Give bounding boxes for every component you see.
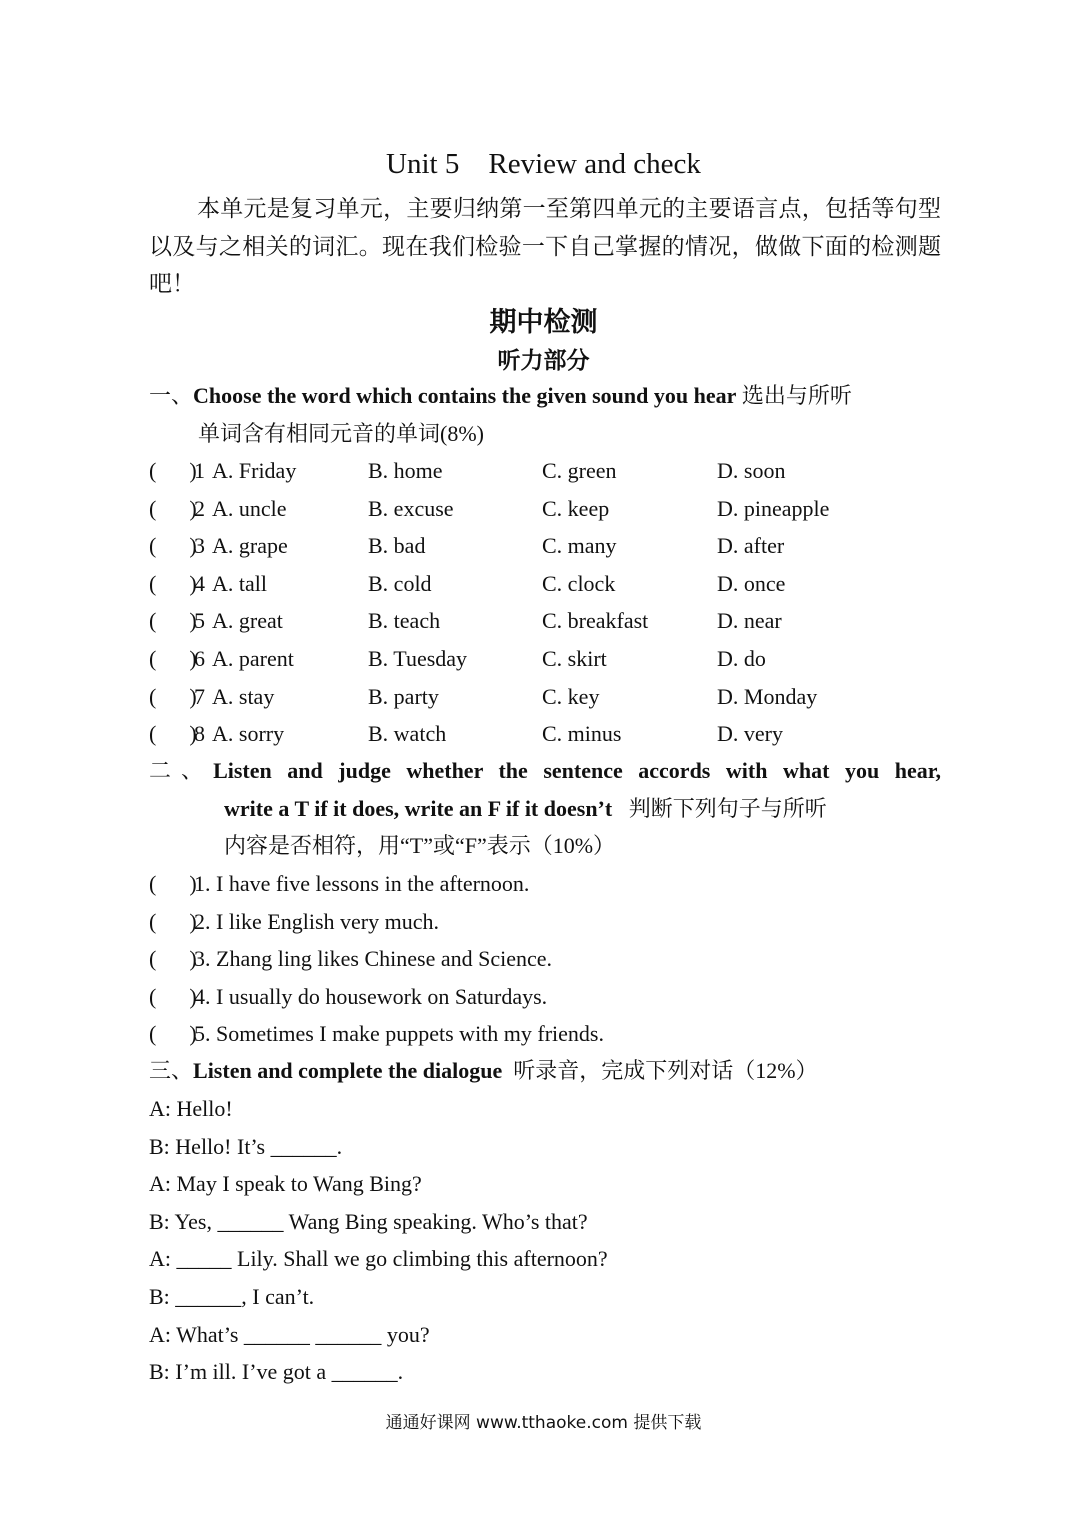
choice-row xyxy=(149,565,941,603)
answer-blank[interactable]: ( ) xyxy=(149,721,197,747)
answer-blank[interactable]: ( ) xyxy=(149,908,197,934)
option-d: D. very xyxy=(717,721,783,747)
option-d: D. Monday xyxy=(717,683,818,709)
option-b: B. Tuesday xyxy=(368,645,468,671)
section-2-english-b: write a T if it does, write an F if it doesn’t xyxy=(224,795,613,821)
section-1-english: Choose the word which contains the given sound you hear xyxy=(193,383,737,408)
question-number: 4 xyxy=(194,570,205,596)
statement-row xyxy=(149,1015,941,1053)
question-number: 6 xyxy=(194,645,205,671)
option-d: D. soon xyxy=(717,458,786,483)
section-3-dialogue xyxy=(149,1090,941,1391)
statement-text: 5. Sometimes I make puppets with my friends. xyxy=(194,1021,604,1047)
option-a: A. tall xyxy=(212,570,267,596)
option-b: B. home xyxy=(368,458,443,483)
choice-row xyxy=(149,715,941,753)
option-d: D. once xyxy=(717,570,786,596)
option-b: B. teach xyxy=(368,608,441,634)
dialogue-line[interactable]: A: _____ Lily. Shall we go climbing this afternoon? xyxy=(149,1246,608,1272)
answer-blank[interactable]: ( ) xyxy=(149,683,197,709)
section-3-chinese: 听录音，完成下列对话（12%） xyxy=(513,1058,818,1083)
choice-row xyxy=(149,678,941,716)
section-2-instructions xyxy=(149,752,941,865)
dialogue-line[interactable]: A: What’s ______ ______ you? xyxy=(149,1321,430,1347)
option-a: A. uncle xyxy=(212,495,287,521)
statement-text: 2. I like English very much. xyxy=(194,908,440,934)
option-b: B. excuse xyxy=(368,495,454,521)
option-b: B. watch xyxy=(368,721,447,747)
dialogue-line: A: May I speak to Wang Bing? xyxy=(149,1171,422,1197)
section-1-chinese-a: 选出与所听 xyxy=(741,383,852,408)
statement-row xyxy=(149,865,941,903)
question-number: 8 xyxy=(194,721,205,747)
answer-blank[interactable]: ( ) xyxy=(149,1021,197,1047)
option-d: D. after xyxy=(717,533,785,559)
answer-blank[interactable]: ( ) xyxy=(149,946,197,972)
option-a: A. Friday xyxy=(212,458,297,483)
choice-row xyxy=(149,640,941,678)
option-d: D. pineapple xyxy=(717,495,830,521)
section-1-chinese-b: 单词含有相同元音的单词(8%) xyxy=(198,420,484,446)
dialogue-line[interactable]: B: ______, I can’t. xyxy=(149,1283,315,1309)
answer-blank[interactable]: ( ) xyxy=(149,495,197,521)
section-1-number: 一、 xyxy=(149,383,194,408)
option-d: D. near xyxy=(717,608,782,634)
section-3-number: 三、 xyxy=(149,1058,194,1083)
page-footer: 通通好课网 www.tthaoke.com 提供下载 xyxy=(385,1413,702,1433)
choice-row xyxy=(149,527,941,565)
dialogue-line: A: Hello! xyxy=(149,1096,233,1121)
option-b: B. bad xyxy=(368,533,426,559)
section-3-instructions xyxy=(149,1052,941,1090)
question-number: 7 xyxy=(194,683,205,709)
question-number: 2 xyxy=(194,495,205,521)
statement-text: 1. I have five lessons in the afternoon. xyxy=(194,871,530,896)
option-c: C. skirt xyxy=(542,645,607,671)
choice-row xyxy=(149,602,941,640)
statement-row xyxy=(149,978,941,1016)
question-number: 1 xyxy=(194,458,205,483)
question-number: 5 xyxy=(194,608,205,634)
section-2-line-1 xyxy=(149,752,941,790)
option-c: C. minus xyxy=(542,721,622,747)
statement-row xyxy=(149,903,941,941)
statement-text: 3. Zhang ling likes Chinese and Science. xyxy=(194,946,553,972)
option-a: A. great xyxy=(212,608,283,634)
section-2-english-a: Listen and judge whether the sentence accords with what you hear, xyxy=(213,758,941,783)
option-a: A. stay xyxy=(212,683,275,709)
section-2-chinese-b: 内容是否相符，用“T”或“F”表示（10%） xyxy=(224,833,616,858)
section-2-chinese-a: 判断下列句子与所听 xyxy=(628,795,827,821)
section-1-choices xyxy=(149,452,941,753)
answer-blank[interactable]: ( ) xyxy=(149,608,197,634)
answer-blank[interactable]: ( ) xyxy=(149,645,197,671)
section-3-english: Listen and complete the dialogue xyxy=(193,1058,503,1083)
question-number: 3 xyxy=(194,533,205,559)
dialogue-line[interactable]: B: Yes, ______ Wang Bing speaking. Who’s that? xyxy=(149,1208,588,1234)
option-c: C. many xyxy=(542,533,617,559)
dialogue-line[interactable]: B: I’m ill. I’ve got a ______. xyxy=(149,1359,404,1385)
option-c: C. green xyxy=(542,458,617,483)
answer-blank[interactable]: ( ) xyxy=(149,458,197,483)
sub-heading: 听力部分 xyxy=(497,348,590,373)
choice-row xyxy=(149,490,941,528)
answer-blank[interactable]: ( ) xyxy=(149,871,197,896)
option-d: D. do xyxy=(717,645,766,671)
option-b: B. cold xyxy=(368,570,432,596)
dialogue-line[interactable]: B: Hello! It’s ______. xyxy=(149,1133,343,1159)
option-c: C. clock xyxy=(542,570,616,596)
main-heading: 期中检测 xyxy=(489,307,598,337)
section-2-line-2 xyxy=(149,790,941,828)
choice-row xyxy=(149,452,941,490)
statement-row xyxy=(149,940,941,978)
answer-blank[interactable]: ( ) xyxy=(149,983,197,1009)
section-2-statements xyxy=(149,865,941,1053)
option-a: A. grape xyxy=(212,533,288,559)
option-c: C. key xyxy=(542,683,600,709)
option-a: A. sorry xyxy=(212,721,285,747)
statement-text: 4. I usually do housework on Saturdays. xyxy=(194,983,548,1009)
answer-blank[interactable]: ( ) xyxy=(149,570,197,596)
answer-blank[interactable]: ( ) xyxy=(149,533,197,559)
intro-paragraph: 本单元是复习单元，主要归纳第一至第四单元的主要语言点，包括等句型以及与之相关的词汇。现在我们检验一下自己掌握的情况，做做下面的检测题吧！ xyxy=(149,196,941,296)
page-title: Unit 5 Review and check xyxy=(386,148,701,180)
section-1-instructions xyxy=(149,377,941,452)
option-b: B. party xyxy=(368,683,439,709)
option-a: A. parent xyxy=(212,645,294,671)
option-c: C. breakfast xyxy=(542,608,649,634)
section-2-number: 二、 xyxy=(149,758,214,783)
option-c: C. keep xyxy=(542,495,610,521)
